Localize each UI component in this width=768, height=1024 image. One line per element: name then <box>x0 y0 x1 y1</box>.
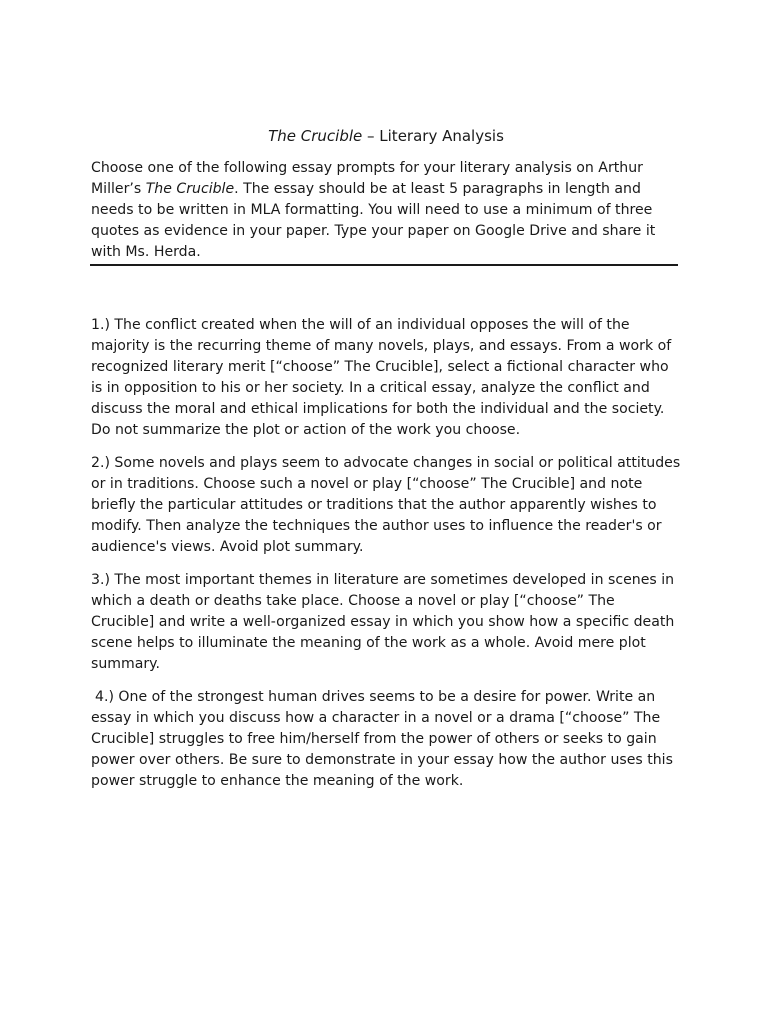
prompt-4: 4.) One of the strongest human drives seems to be a desire for power. Write an essay in which you discuss how a character in a novel or a drama [“choose” The Crucible] struggles to free him/herself from the power of others or seeks to gain power over others. Be sure to demonstrate in your essay how the author uses this power struggle to enhance the meaning of the work. <box>91 689 673 789</box>
document-body <box>91 126 681 804</box>
intro-part2: . The essay should be at least 5 paragraphs in length and needs to be written in MLA formatting. You will need to use a minimum of three quotes as evidence in your paper. Type your paper on Google Drive and share it with Ms. Herda. <box>91 181 656 260</box>
intro-part1: Choose one of the following essay prompts for your literary analysis on Arthur Miller’s <box>91 160 643 197</box>
divider <box>90 264 678 266</box>
title-work: The Crucible <box>268 127 363 145</box>
prompt-list <box>91 315 681 792</box>
prompt-1: 1.) The conflict created when the will of an individual opposes the will of the majority is the recurring theme of many novels, plays, and essays. From a work of recognized literary merit [“choose” The Crucible], select a fictional character who is in opposition to his or her society. In a critical essay, analyze the conflict and discuss the moral and ethical implications for both the individual and the society. Do not summarize the plot or action of the work you choose. <box>91 317 672 438</box>
page-title <box>91 126 681 146</box>
title-rest: – Literary Analysis <box>362 127 504 145</box>
prompt-3: 3.) The most important themes in literature are sometimes developed in scenes in which a death or deaths take place. Choose a novel or play [“choose” The Crucible] and write a well-organized essay in which you show how a specific death scene helps to illuminate the meaning of the work as a whole. Avoid mere plot summary. <box>91 572 675 672</box>
prompt-2: 2.) Some novels and plays seem to advocate changes in social or political attitudes or in traditions. Choose such a novel or play [“choose” The Crucible] and note briefly the particular attitudes or traditions that the author apparently wishes to modify. Then analyze the techniques the author uses to influence the reader's or audience's views. Avoid plot summary. <box>91 455 681 555</box>
intro-work: The Crucible <box>145 181 235 197</box>
intro-paragraph <box>91 158 681 263</box>
